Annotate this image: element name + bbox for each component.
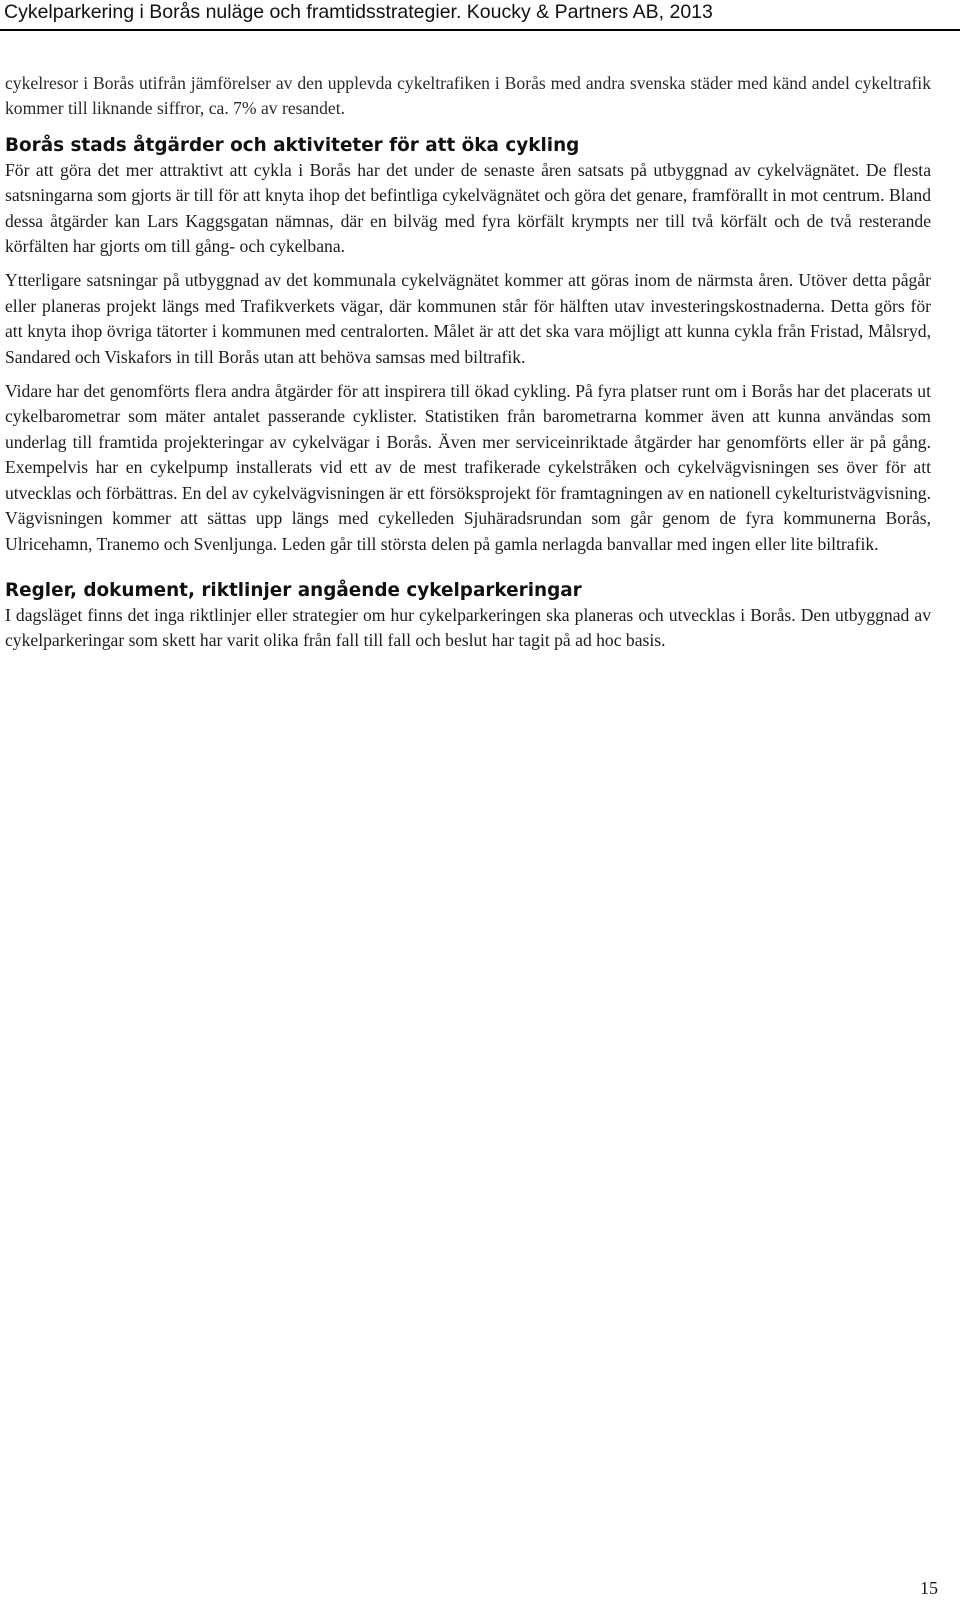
page-number: 15	[920, 1578, 938, 1598]
intro-paragraph: cykelresor i Borås utifrån jämförelser av den upplevda cykeltrafiken i Borås med andra svenska städer med känd andel cykeltrafik kommer till liknande siffror, ca. 7% av resandet.	[5, 73, 931, 119]
running-header: Cykelparkering i Borås nuläge och framtidsstrategier. Koucky & Partners AB, 2013	[4, 1, 713, 23]
section-measures-paragraph-1: För att göra det mer attraktivt att cykla i Borås har det under de senaste åren satsats på utbyggnad av cykelvägnätet. De flesta satsningarna som gjorts är till för att knyta ihop det befintliga cykelvägnätet och göra det genare, framförallt in mot centrum. Bland dessa åtgärder kan Lars Kaggsgatan nämnas, där en bilväg med fyra körfält krympts ner till två körfält och de två resterande körfälten har gjorts om till gång- och cykelbana.	[5, 159, 931, 257]
header-rule	[0, 29, 960, 31]
section-heading-measures: Borås stads åtgärder och aktiviteter för att öka cykling	[5, 134, 580, 156]
section-heading-rules: Regler, dokument, riktlinjer angående cykelparkeringar	[5, 579, 582, 601]
page-content	[5, 71, 931, 654]
section-rules-paragraph-1: I dagsläget finns det inga riktlinjer eller strategier om hur cykelparkeringen ska planeras och utvecklas i Borås. Den utbyggnad av cykelparkeringar som skett har varit olika från fall till fall och beslut har tagit på ad hoc basis.	[5, 604, 931, 651]
section-measures-paragraph-2: Ytterligare satsningar på utbyggnad av det kommunala cykelvägnätet kommer att göras inom de närmsta åren. Utöver detta pågår eller planeras projekt längs med Trafikverkets vägar, där kommunen står för hälften utav investeringskostnaderna. Detta görs för att knyta ihop övriga tätorter i kommunen med centralorten. Målet är att det ska vara möjligt att kunna cykla från Fristad, Målsryd, Sandared och Viskafors in till Borås utan att behöva samsas med biltrafik.	[5, 270, 931, 367]
section-measures-paragraph-3: Vidare har det genomförts flera andra åtgärder för att inspirera till ökad cykling. På fyra platser runt om i Borås har det placerats ut cykelbarometrar som mäter antalet passerande cyklister. Statistiken från barometrarna kommer även att kunna användas som underlag till framtida projekteringar av cykelvägar i Borås. Även mer serviceinriktade åtgärder har genomförts eller är på gång. Exempelvis har en cykelpump installerats vid ett av de mest trafikerade cykelstråken och cykelvägvisningen ses över för att utvecklas och förbättras. En del av cykelvägvisningen är ett försöksprojekt för framtagningen av en nationell cykelturistvägvisning. Vägvisningen kommer att sättas upp längs med cykelleden Sjuhäradsrundan som går genom de fyra kommunerna Borås, Ulricehamn, Tranemo och Svenljunga. Leden går till största delen på gamla nerlagda banvallar med ingen eller lite biltrafik.	[5, 381, 931, 554]
